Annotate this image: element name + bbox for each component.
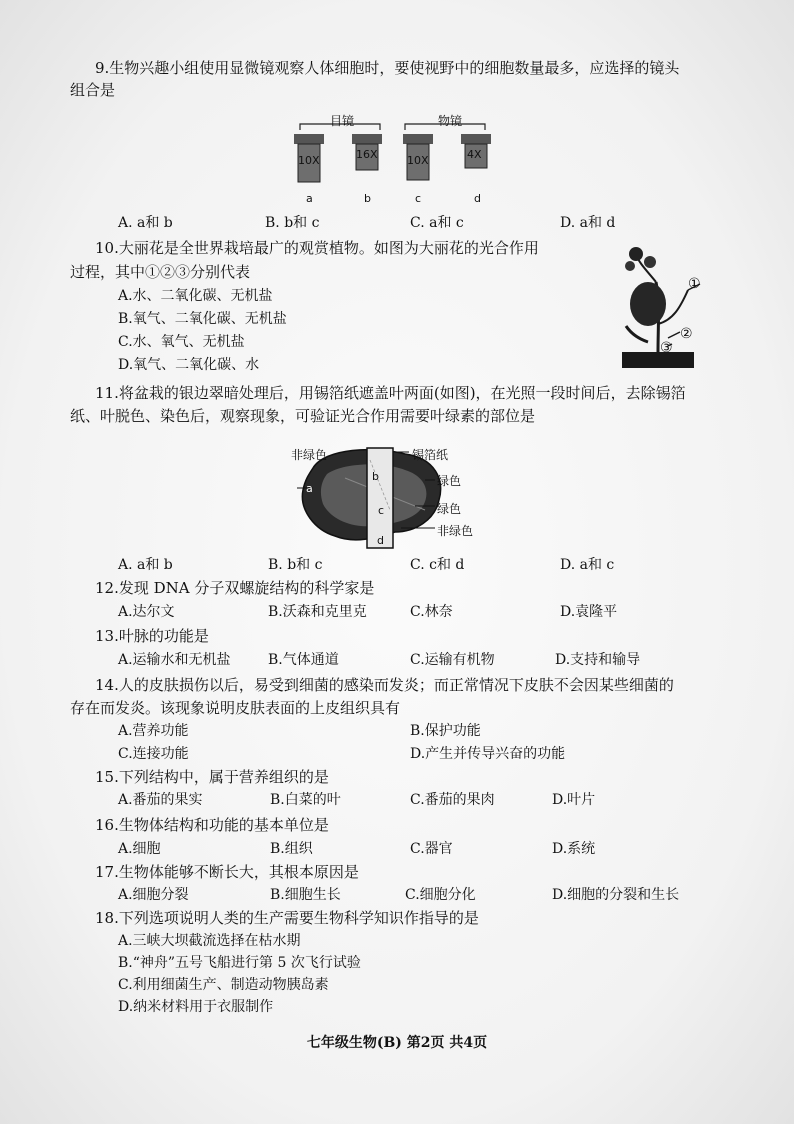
q17-option-a[interactable]: A.细胞分裂 (118, 887, 189, 903)
q14-stem-line2: 存在而发炎。该现象说明皮肤表面的上皮组织具有 (70, 699, 401, 717)
q9-option-b[interactable]: B. b和 c (265, 215, 320, 231)
q11-stem-line1: 11.将盆栽的银边翠暗处理后，用锡箔纸遮盖叶两面(如图)，在光照一段时间后，去除锡箔 (95, 384, 686, 402)
label-foil: 锡箔纸 (412, 448, 449, 462)
lens-c-letter: c (415, 192, 422, 205)
q10-stem-line1: 10.大丽花是全世界栽培最广的观赏植物。如图为大丽花的光合作用 (95, 239, 539, 257)
q11-option-b[interactable]: B. b和 c (268, 557, 323, 573)
q9-option-a[interactable]: A. a和 b (118, 215, 173, 231)
page-footer: 七年级生物(B) 第2页 共4页 (306, 1035, 488, 1051)
q12-option-c[interactable]: C.林奈 (410, 604, 453, 620)
q9-option-d[interactable]: D. a和 d (560, 215, 616, 231)
q11-stem-line2: 纸、叶脱色、染色后，观察现象，可验证光合作用需要叶绿素的部位是 (70, 407, 536, 425)
leaf-label-a: a (306, 482, 313, 495)
q9-option-c[interactable]: C. a和 c (410, 215, 464, 231)
dahlia-label-2: ② (680, 326, 693, 342)
q15-option-c[interactable]: C.番茄的果肉 (410, 792, 495, 808)
objective-label: 物镜 (438, 114, 463, 128)
leaf-label-c: c (378, 504, 385, 517)
q17-option-c[interactable]: C.细胞分化 (405, 887, 476, 903)
q18-option-a[interactable]: A.三峡大坝截流选择在枯水期 (118, 933, 301, 949)
q17-stem: 17.生物体能够不断长大，其根本原因是 (95, 863, 359, 881)
eyepiece-label: 目镜 (330, 114, 355, 128)
lens-c-mag: 10X (407, 154, 429, 167)
q15-stem: 15.下列结构中，属于营养组织的是 (95, 768, 329, 786)
dahlia-label-1: ① (688, 276, 701, 292)
q15-option-b[interactable]: B.白菜的叶 (270, 792, 341, 808)
label-nongreen-top: 非绿色 (291, 448, 328, 462)
q11-option-d[interactable]: D. a和 c (560, 557, 615, 573)
lens-b-mag: 16X (356, 148, 378, 161)
q12-option-a[interactable]: A.达尔文 (118, 604, 175, 620)
q18-option-b[interactable]: B.“神舟”五号飞船进行第 5 次飞行试验 (118, 955, 361, 971)
q13-option-b[interactable]: B.气体通道 (268, 652, 339, 668)
q9-stem-line1: 9.生物兴趣小组使用显微镜观察人体细胞时，要使视野中的细胞数量最多，应选择的镜头 (95, 59, 680, 77)
label-nongreen-bottom: 非绿色 (437, 524, 474, 538)
lens-a-mag: 10X (298, 154, 320, 167)
q16-option-c[interactable]: C.器官 (410, 841, 453, 857)
q15-option-a[interactable]: A.番茄的果实 (118, 792, 203, 808)
q15-option-d[interactable]: D.叶片 (552, 792, 596, 808)
lens-d-letter: d (474, 192, 481, 205)
q18-option-c[interactable]: C.利用细菌生产、制造动物胰岛素 (118, 977, 329, 993)
label-green-1: 绿色 (437, 474, 462, 488)
q12-option-d[interactable]: D.袁隆平 (560, 604, 618, 620)
q14-stem-line1: 14.人的皮肤损伤以后，易受到细菌的感染而发炎；而正常情况下皮肤不会因某些细菌的 (95, 676, 674, 694)
label-green-2: 绿色 (437, 502, 462, 516)
q17-option-b[interactable]: B.细胞生长 (270, 887, 341, 903)
q11-option-c[interactable]: C. c和 d (410, 557, 465, 573)
q13-option-d[interactable]: D.支持和输导 (555, 652, 641, 668)
q11-option-a[interactable]: A. a和 b (118, 557, 173, 573)
lens-b-letter: b (364, 192, 371, 205)
leaf-label-b: b (372, 470, 379, 483)
dahlia-plant-figure (618, 242, 728, 372)
q13-option-c[interactable]: C.运输有机物 (410, 652, 495, 668)
q13-stem: 13.叶脉的功能是 (95, 627, 209, 645)
q12-stem: 12.发现 DNA 分子双螺旋结构的科学家是 (95, 579, 375, 597)
q16-option-b[interactable]: B.组织 (270, 841, 313, 857)
q16-option-a[interactable]: A.细胞 (118, 841, 161, 857)
q14-option-c[interactable]: C.连接功能 (118, 746, 189, 762)
q13-option-a[interactable]: A.运输水和无机盐 (118, 652, 231, 668)
q17-option-d[interactable]: D.细胞的分裂和生长 (552, 887, 680, 903)
q16-option-d[interactable]: D.系统 (552, 841, 596, 857)
q14-option-b[interactable]: B.保护功能 (410, 723, 481, 739)
leaf-label-d: d (377, 534, 384, 547)
q18-option-d[interactable]: D.纳米材料用于衣服制作 (118, 999, 274, 1015)
q10-option-d[interactable]: D.氧气、二氧化碳、水 (118, 357, 260, 373)
q12-option-b[interactable]: B.沃森和克里克 (268, 604, 367, 620)
q14-option-d[interactable]: D.产生并传导兴奋的功能 (410, 746, 566, 762)
lens-a-letter: a (306, 192, 313, 205)
q16-stem: 16.生物体结构和功能的基本单位是 (95, 816, 329, 834)
q10-stem-line2: 过程，其中①②③分别代表 (70, 263, 251, 281)
q10-option-b[interactable]: B.氧气、二氧化碳、无机盐 (118, 311, 287, 327)
q18-stem: 18.下列选项说明人类的生产需要生物科学知识作指导的是 (95, 909, 479, 927)
q10-option-a[interactable]: A.水、二氧化碳、无机盐 (118, 288, 273, 304)
dahlia-label-3: ③ (660, 340, 673, 356)
lens-d-mag: 4X (467, 148, 482, 161)
q14-option-a[interactable]: A.营养功能 (118, 723, 189, 739)
q10-option-c[interactable]: C.水、氧气、无机盐 (118, 334, 245, 350)
q9-stem-line2: 组合是 (70, 81, 116, 99)
